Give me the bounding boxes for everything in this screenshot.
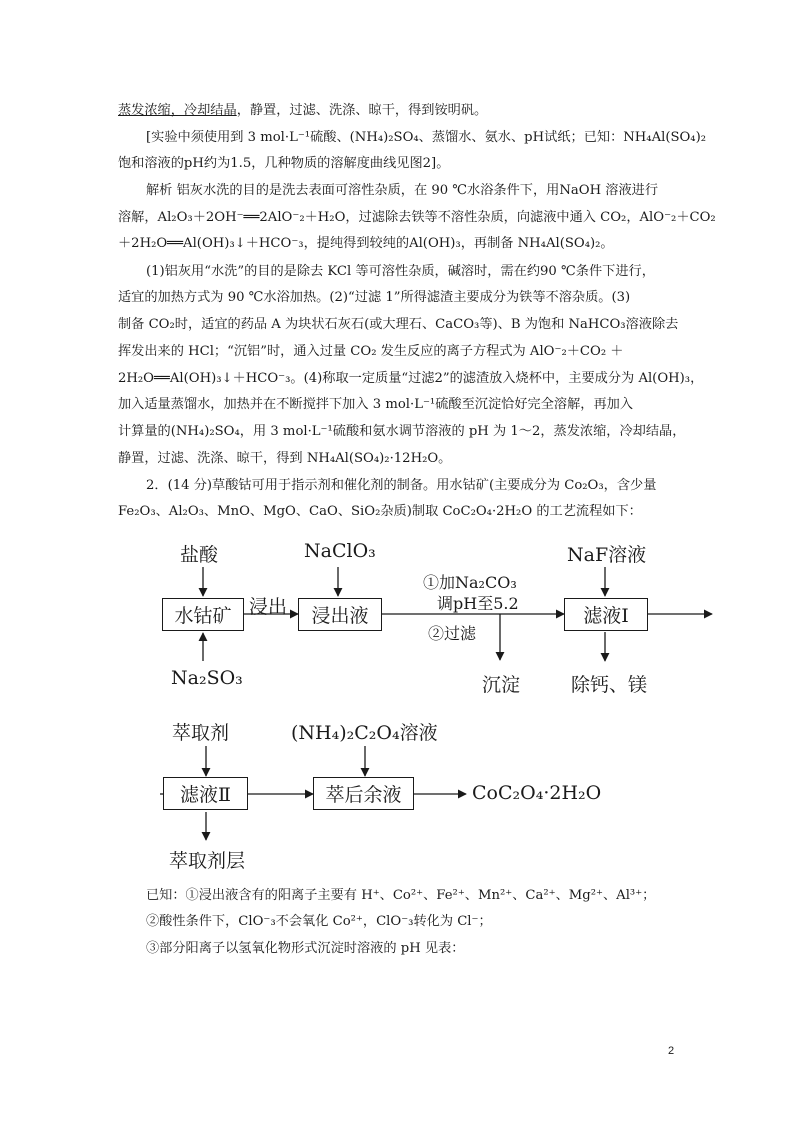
text-line-1: 蒸发浓缩，冷却结晶，静置，过滤、洗涤、晾干，得到铵明矾。 bbox=[118, 103, 488, 118]
reagent-hcl: 盐酸 bbox=[180, 544, 219, 566]
text-line-12: 加入适量蒸馏水，加热并在不断搅拌下加入 3 mol·L⁻¹硫酸至沉淀恰好完全溶解，再加入 bbox=[118, 397, 634, 412]
text-line-6: ＋2H₂O══Al(OH)₃↓＋HCO⁻₃，提纯得到较纯的Al(OH)₃，再制备 NH₄Al(SO₄)₂。 bbox=[118, 236, 614, 251]
text-line-11: 2H₂O══Al(OH)₃↓＋HCO⁻₃。(4)称取一定质量“过滤2”的滤渣放入烧杯中，主要成分为 Al(OH)₃， bbox=[118, 371, 704, 386]
text-line-7: (1)铝灰用“水洗”的目的是除去 KCl 等可溶性杂质，碱溶时，需在约90 ℃条件下进行， bbox=[146, 264, 655, 279]
text-line-2: [实验中须使用到 3 mol·L⁻¹硫酸、(NH₄)₂SO₄、蒸馏水、氨水、pH试纸；已知：NH₄Al(SO₄)₂ bbox=[146, 130, 707, 145]
reagent-naclo3: NaClO₃ bbox=[304, 540, 376, 562]
text-line-9: 制备 CO₂时，适宜的药品 A 为块状石灰石(或大理石、CaCO₃等)、B 为饱和 NaHCO₃溶液除去 bbox=[118, 317, 679, 332]
note-1: 已知：①浸出液含有的阳离子主要有 H⁺、Co²⁺、Fe²⁺、Mn²⁺、Ca²⁺、Mg²⁺、Al³⁺； bbox=[146, 888, 656, 903]
text-line-8: 适宜的加热方式为 90 ℃水浴加热。(2)“过滤 1”所得滤渣主要成分为铁等不溶杂质。(3) bbox=[118, 290, 631, 305]
box-cobalt-ore: 水钴矿 bbox=[162, 598, 244, 631]
step-leach-label: 浸出 bbox=[249, 596, 288, 618]
underlined-answer: 蒸发浓缩，冷却结晶 bbox=[118, 103, 237, 118]
text-line-10: 挥发出来的 HCl；“沉铝”时，通入过量 CO₂ 发生反应的离子方程式为 AlO⁻₂＋CO₂ ＋ bbox=[118, 344, 624, 359]
note-3: ③部分阳离子以氢氧化物形式沉淀时溶液的 pH 见表： bbox=[146, 941, 465, 956]
step-remove-ca-mg: 除钙、镁 bbox=[571, 674, 648, 696]
text-line-16: Fe₂O₃、Al₂O₃、MnO、MgO、CaO、SiO₂杂质)制取 CoC₂O₄·2H₂O 的工艺流程如下： bbox=[118, 504, 642, 519]
reagent-na2so3: Na₂SO₃ bbox=[171, 667, 243, 689]
box-filtrate-2: 滤液Ⅱ bbox=[163, 777, 248, 810]
reagent-ammonium-oxalate: (NH₄)₂C₂O₄溶液 bbox=[291, 722, 438, 744]
final-product: CoC₂O₄·2H₂O bbox=[472, 782, 602, 804]
box-leachate: 浸出液 bbox=[298, 598, 382, 631]
text-line-4: 解析 铝灰水洗的目的是洗去表面可溶性杂质，在 90 ℃水浴条件下，用NaOH 溶液进行 bbox=[146, 183, 659, 198]
text-line-14: 静置，过滤、洗涤、晾干，得到 NH₄Al(SO₄)₂·12H₂O。 bbox=[118, 451, 452, 466]
step-filter: ②过滤 bbox=[428, 624, 477, 643]
box-raffinate: 萃后余液 bbox=[313, 777, 414, 810]
text-line-5: 溶解，Al₂O₃＋2OH⁻══2AlO⁻₂＋H₂O，过滤除去铁等不溶性杂质，向滤液中通入 CO₂，AlO⁻₂＋CO₂ bbox=[118, 210, 716, 225]
step-add-na2co3: ①加Na₂CO₃ bbox=[423, 573, 517, 592]
text-line-13: 计算量的(NH₄)₂SO₄，用 3 mol·L⁻¹硫酸和氨水调节溶液的 pH 为 1～2，蒸发浓缩，冷却结晶， bbox=[118, 424, 686, 439]
reagent-naf: NaF溶液 bbox=[567, 544, 647, 566]
question-heading: 2．(14 分)草酸钴可用于指示剂和催化剂的制备。用水钴矿(主要成分为 Co₂O₃，含少量 bbox=[146, 478, 657, 493]
step-adjust-ph: 调pH至5.2 bbox=[437, 594, 519, 613]
page-number: 2 bbox=[668, 1045, 675, 1057]
text-line-3: 饱和溶液的pH约为1.5，几种物质的溶解度曲线见图2]。 bbox=[118, 156, 450, 171]
reagent-extractant: 萃取剂 bbox=[172, 722, 230, 744]
product-precipitate: 沉淀 bbox=[482, 674, 521, 696]
box-filtrate-1: 滤液Ⅰ bbox=[564, 598, 648, 631]
extractant-layer: 萃取剂层 bbox=[169, 850, 246, 872]
note-2: ②酸性条件下，ClO⁻₃不会氧化 Co²⁺，ClO⁻₃转化为 Cl⁻； bbox=[146, 914, 492, 929]
